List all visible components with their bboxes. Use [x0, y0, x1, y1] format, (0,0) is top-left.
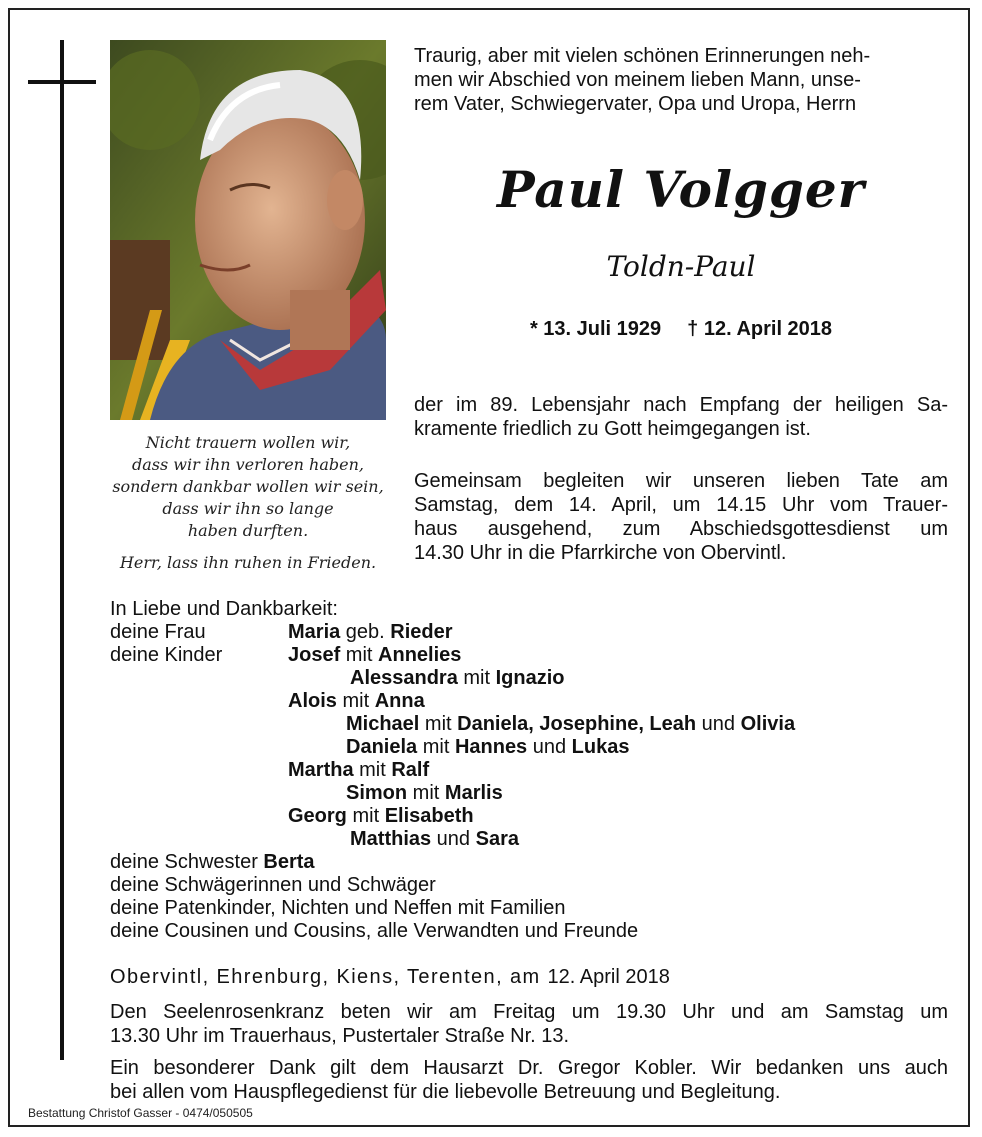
name-joiner: mit	[419, 713, 458, 735]
name-bold: Michael	[346, 713, 420, 735]
intro-line: rem Vater, Schwiegervater, Opa und Uropa, Herrn	[414, 93, 857, 115]
family-entry	[346, 782, 503, 805]
name-bold: Sara	[475, 828, 519, 850]
cross-vertical	[60, 40, 64, 1060]
family-entry	[288, 759, 429, 782]
text-line: haus ausgehend, zum Abschiedsgottesdienst um	[414, 518, 948, 540]
family-list	[110, 598, 950, 943]
poem-line: Nicht trauern wollen wir,	[145, 433, 351, 452]
text-line: 14.30 Uhr in die Pfarrkirche von Obervintl.	[414, 542, 787, 564]
children-label: deine Kinder	[110, 644, 223, 666]
family-heading: In Liebe und Dankbarkeit:	[110, 598, 338, 620]
name-bold: Lukas	[571, 736, 630, 758]
text-line: 13.30 Uhr im Trauerhaus, Pustertaler Straße Nr. 13.	[110, 1025, 570, 1047]
name-joiner: mit	[336, 690, 375, 712]
name-joiner: mit	[457, 667, 496, 689]
family-entry	[288, 644, 461, 667]
portrait-photo	[110, 40, 386, 420]
text-line: Den Seelenrosenkranz beten wir am Freitag um 19.30 Uhr und am Samstag um	[110, 1001, 948, 1023]
sister-label: deine Schwester	[110, 851, 264, 873]
poem-line: sondern dankbar wollen wir sein,	[112, 477, 384, 496]
relatives-line: deine Patenkinder, Nichten und Neffen mit Familien	[110, 897, 566, 919]
name-bold: Elisabeth	[384, 805, 474, 827]
name-bold: Daniela, Josephine, Leah	[457, 713, 697, 735]
family-entry	[346, 736, 629, 759]
name-bold: Josef	[288, 644, 341, 666]
name-joiner: und	[696, 713, 741, 735]
name-joiner: mit	[346, 805, 385, 827]
name-joiner: mit	[407, 782, 445, 804]
family-entry	[346, 713, 795, 736]
wife-label: deine Frau	[110, 621, 206, 643]
name-bold: Martha	[288, 759, 354, 781]
name-bold: Daniela	[346, 736, 418, 758]
poem	[110, 432, 386, 574]
name-joiner: mit	[417, 736, 455, 758]
funeral-text	[414, 469, 948, 565]
sister-entry	[110, 851, 315, 874]
sister-name: Berta	[263, 851, 315, 873]
name-bold: Simon	[346, 782, 408, 804]
name-bold: Alois	[288, 690, 337, 712]
thanks-text	[110, 1056, 948, 1104]
wife-name	[288, 621, 453, 644]
deceased-nickname: Toldn-Paul	[606, 250, 756, 283]
family-entry	[350, 667, 565, 690]
name-joiner: und	[431, 828, 476, 850]
name-joiner: geb.	[340, 621, 391, 643]
text-line: bei allen vom Hauspflegedienst für die liebevolle Betreuung und Begleitung.	[110, 1081, 781, 1103]
poem-line: dass wir ihn verloren haben,	[131, 455, 364, 474]
relatives-line: deine Schwägerinnen und Schwäger	[110, 874, 436, 896]
name-bold: Anna	[374, 690, 425, 712]
life-dates	[414, 318, 948, 341]
name-bold: Ignazio	[495, 667, 565, 689]
poem-blessing: Herr, lass ihn ruhen in Frieden.	[119, 553, 377, 572]
name-bold: Olivia	[740, 713, 796, 735]
passing-text	[414, 393, 948, 441]
text-line: der im 89. Lebensjahr nach Empfang der heiligen Sa-	[414, 394, 948, 416]
family-entry	[288, 805, 474, 828]
birth-date: * 13. Juli 1929	[529, 318, 662, 340]
rosary-text	[110, 1000, 948, 1048]
family-entry	[350, 828, 519, 851]
family-entry	[288, 690, 425, 713]
name-bold: Matthias	[350, 828, 432, 850]
cross-horizontal	[28, 80, 96, 84]
text-line: Gemeinsam begleiten wir unseren lieben Tate am	[414, 470, 948, 492]
name-bold: Rieder	[390, 621, 453, 643]
place-date	[110, 966, 950, 989]
funeral-home-footer: Bestattung Christof Gasser - 0474/050505	[28, 1106, 253, 1120]
poem-line: haben durften.	[187, 521, 309, 540]
death-date: † 12. April 2018	[687, 318, 833, 340]
name-bold: Annelies	[378, 644, 462, 666]
name-bold: Maria	[288, 621, 341, 643]
name-bold: Ralf	[391, 759, 430, 781]
intro-text	[414, 44, 948, 116]
place-names: Obervintl, Ehrenburg, Kiens, Terenten, am	[110, 966, 541, 988]
poem-line: dass wir ihn so lange	[162, 499, 334, 518]
name-bold: Alessandra	[350, 667, 458, 689]
text-line: kramente friedlich zu Gott heimgegangen ist.	[414, 418, 811, 440]
text-line: Samstag, dem 14. April, um 14.15 Uhr vom Trauer-	[414, 494, 948, 516]
text-line: Ein besonderer Dank gilt dem Hausarzt Dr. Gregor Kobler. Wir bedanken uns auch	[110, 1057, 948, 1079]
intro-line: Traurig, aber mit vielen schönen Erinnerungen neh-	[414, 45, 871, 67]
name-joiner: mit	[353, 759, 392, 781]
name-joiner: mit	[340, 644, 379, 666]
relatives-line: deine Cousinen und Cousins, alle Verwandten und Freunde	[110, 920, 639, 942]
name-bold: Marlis	[444, 782, 503, 804]
name-bold: Georg	[288, 805, 347, 827]
announcement-date: 12. April 2018	[547, 966, 670, 988]
name-joiner: und	[527, 736, 572, 758]
name-bold: Hannes	[454, 736, 528, 758]
deceased-name: Paul Volgger	[496, 160, 866, 219]
intro-line: men wir Abschied von meinem lieben Mann, unse-	[414, 69, 861, 91]
